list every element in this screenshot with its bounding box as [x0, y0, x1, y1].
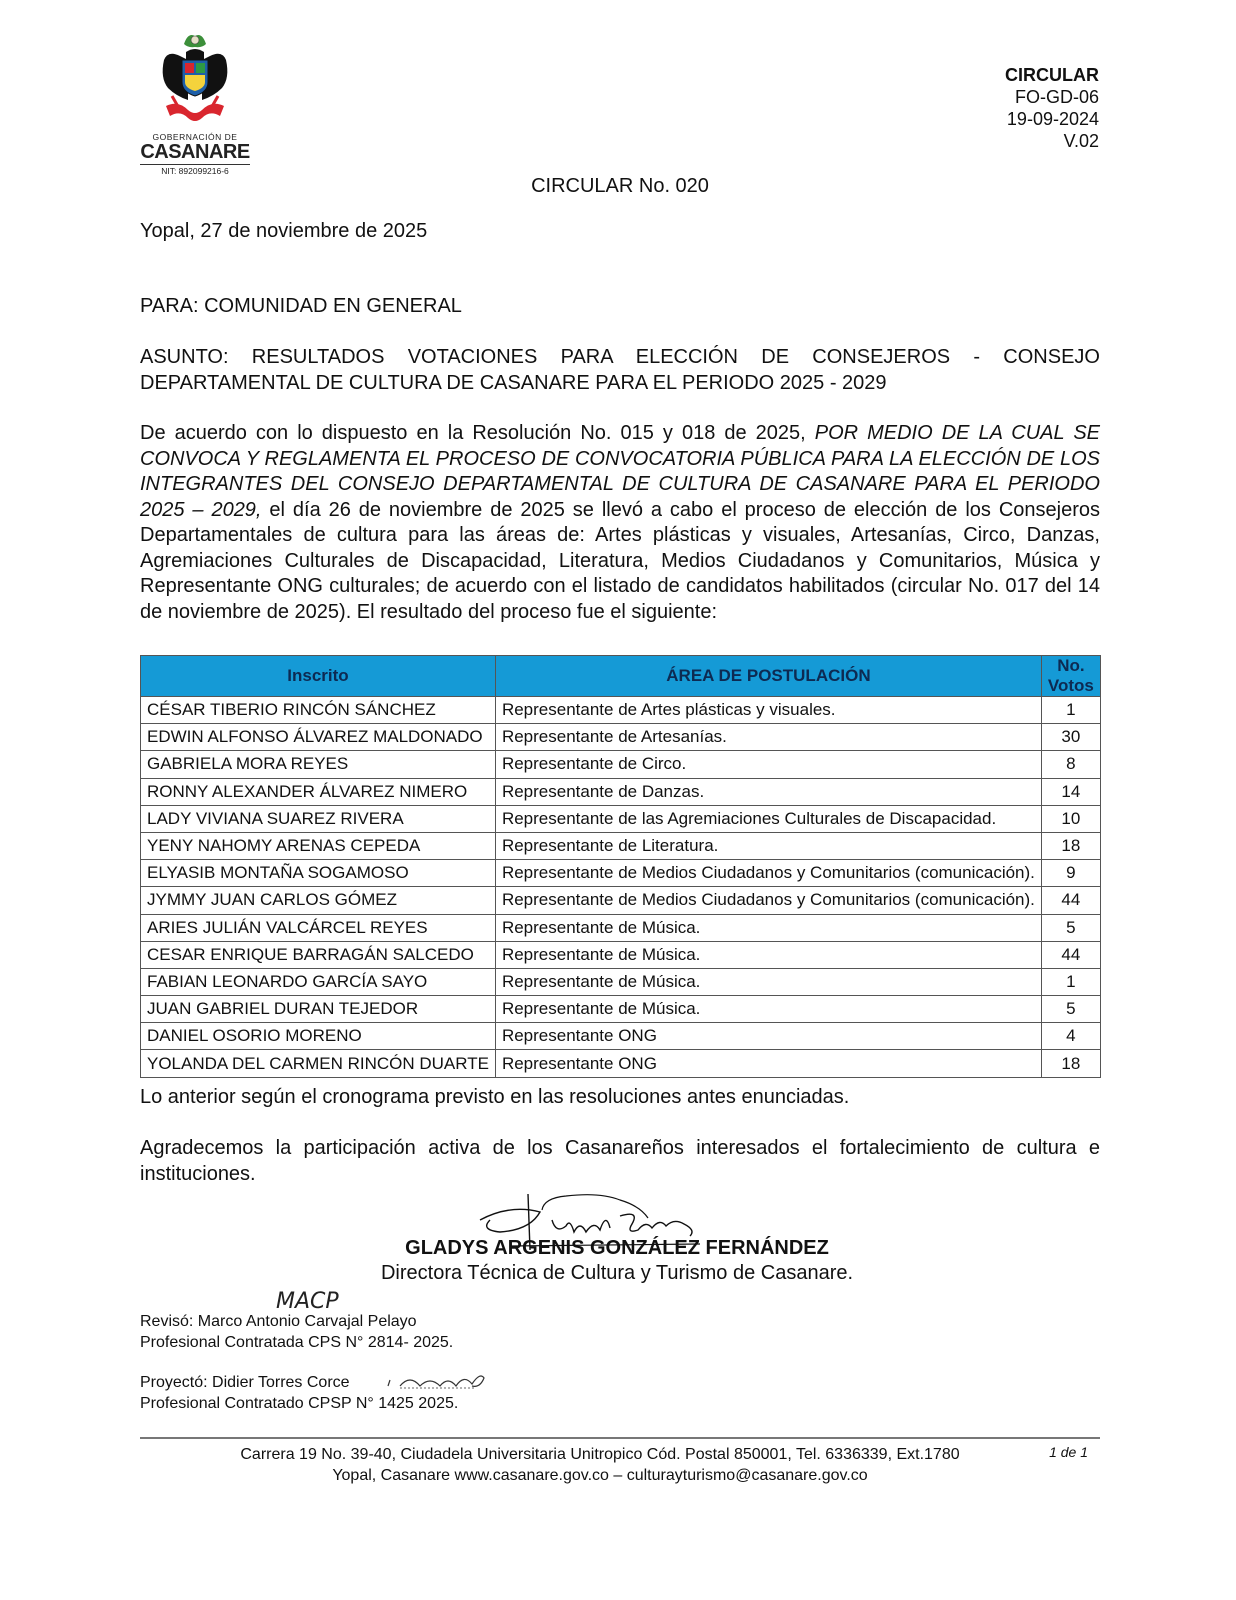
closing-thanks: Agradecemos la participación activa de los Casanareños interesados el fortalecimiento de cultura e instituciones.: [140, 1137, 1100, 1185]
form-date: 19-09-2024: [1006, 109, 1099, 129]
table-row: [141, 887, 1101, 914]
casanare-logo: [140, 30, 250, 180]
col-header-inscrito: Inscrito: [141, 656, 496, 697]
cell-area: Representante de Artes plásticas y visuales.: [495, 697, 1041, 724]
reviewed-by: [140, 1311, 453, 1353]
cell-name: JYMMY JUAN CARLOS GÓMEZ: [141, 887, 496, 914]
cell-name: ELYASIB MONTAÑA SOGAMOSO: [141, 860, 496, 887]
closing-schedule-note: Lo anterior según el cronograma previsto en las resoluciones antes enunciadas.: [140, 1086, 850, 1108]
table-row: [141, 778, 1101, 805]
cell-name: EDWIN ALFONSO ÁLVAREZ MALDONADO: [141, 724, 496, 751]
cell-area: Representante de Danzas.: [495, 778, 1041, 805]
cell-votes: 9: [1041, 860, 1100, 887]
table-row: [141, 697, 1101, 724]
cell-name: ARIES JULIÁN VALCÁRCEL REYES: [141, 914, 496, 941]
footer-line1: Carrera 19 No. 39-40, Ciudadela Universitaria Unitropico Cód. Postal 850001, Tel. 6336339, Ext.1780: [240, 1446, 960, 1463]
cell-name: RONNY ALEXANDER ÁLVAREZ NIMERO: [141, 778, 496, 805]
footer-line2: Yopal, Casanare www.casanare.gov.co – culturayturismo@casanare.gov.co: [332, 1467, 868, 1484]
table-row: [141, 832, 1101, 859]
cell-votes: 14: [1041, 778, 1100, 805]
cell-name: DANIEL OSORIO MORENO: [141, 1023, 496, 1050]
cell-area: Representante de Medios Ciudadanos y Comunitarios (comunicación).: [495, 887, 1041, 914]
cell-area: Representante de Literatura.: [495, 832, 1041, 859]
svg-text:MACP: MACP: [276, 1289, 339, 1314]
cell-votes: 8: [1041, 751, 1100, 778]
cell-votes: 44: [1041, 941, 1100, 968]
body-resolution-title: POR MEDIO DE LA CUAL SE CONVOCA Y REGLAMENTA EL PROCESO DE CONVOCATORIA PÚBLICA PARA LA ELECCIÓN DE LOS INTEGRANTES DEL CONSEJO DEPARTAMENTAL DE CULTURA DE CASANARE PARA EL PERIODO 2025 – 2029,: [140, 422, 1100, 521]
reviewer-initials-icon: [272, 1284, 362, 1314]
table-header-row: [141, 656, 1101, 697]
table-row: [141, 996, 1101, 1023]
cell-name: YOLANDA DEL CARMEN RINCÓN DUARTE: [141, 1050, 496, 1077]
cell-name: LADY VIVIANA SUAREZ RIVERA: [141, 805, 496, 832]
document-code-block: [1005, 64, 1099, 152]
cell-votes: 4: [1041, 1023, 1100, 1050]
org-line1: GOBERNACIÓN DE: [152, 132, 238, 142]
table-row: [141, 805, 1101, 832]
projected-by-name: Proyectó: Didier Torres Corce: [140, 1374, 350, 1391]
cell-name: CESAR ENRIQUE BARRAGÁN SALCEDO: [141, 941, 496, 968]
cell-votes: 18: [1041, 1050, 1100, 1077]
cell-area: Representante ONG: [495, 1023, 1041, 1050]
table-row: [141, 724, 1101, 751]
table-row: [141, 1023, 1101, 1050]
results-table: [140, 655, 1101, 1078]
signer-name: GLADYS ARGENIS GONZÁLEZ FERNÁNDEZ: [405, 1237, 829, 1259]
body-intro: De acuerdo con lo dispuesto en la Resolución No. 015 y 018 de 2025,: [140, 422, 815, 444]
cell-area: Representante de las Agremiaciones Culturales de Discapacidad.: [495, 805, 1041, 832]
table-row: [141, 941, 1101, 968]
recipient: PARA: COMUNIDAD EN GENERAL: [140, 295, 462, 317]
footer-divider: [140, 1437, 1100, 1439]
table-row: [141, 1050, 1101, 1077]
circular-title: CIRCULAR No. 020: [531, 175, 709, 197]
cell-votes: 10: [1041, 805, 1100, 832]
cell-area: Representante de Música.: [495, 941, 1041, 968]
cell-votes: 44: [1041, 887, 1100, 914]
cell-name: JUAN GABRIEL DURAN TEJEDOR: [141, 996, 496, 1023]
cell-area: Representante de Circo.: [495, 751, 1041, 778]
table-row: [141, 914, 1101, 941]
cell-area: Representante ONG: [495, 1050, 1041, 1077]
col-header-area: ÁREA DE POSTULACIÓN: [495, 656, 1041, 697]
cell-name: GABRIELA MORA REYES: [141, 751, 496, 778]
projector-signature-icon: [380, 1364, 490, 1394]
cell-name: CÉSAR TIBERIO RINCÓN SÁNCHEZ: [141, 697, 496, 724]
table-row: [141, 968, 1101, 995]
reviewed-by-name: Revisó: Marco Antonio Carvajal Pelayo: [140, 1313, 417, 1330]
cell-votes: 18: [1041, 832, 1100, 859]
projected-by-contract: Profesional Contratado CPSP N° 1425 2025.: [140, 1395, 459, 1412]
cell-area: Representante de Artesanías.: [495, 724, 1041, 751]
doc-type: CIRCULAR: [1005, 65, 1099, 85]
page-number: 1 de 1: [1049, 1444, 1088, 1460]
body-paragraph: [140, 421, 1100, 625]
cell-name: FABIAN LEONARDO GARCÍA SAYO: [141, 968, 496, 995]
cell-area: Representante de Música.: [495, 968, 1041, 995]
form-version: V.02: [1063, 131, 1099, 151]
cell-votes: 30: [1041, 724, 1100, 751]
cell-votes: 5: [1041, 996, 1100, 1023]
place-date: Yopal, 27 de noviembre de 2025: [140, 220, 428, 242]
cell-votes: 5: [1041, 914, 1100, 941]
form-code: FO-GD-06: [1014, 87, 1099, 107]
cell-area: Representante de Música.: [495, 914, 1041, 941]
body-rest: el día 26 de noviembre de 2025 se llevó a cabo el proceso de elección de los Consejeros Departamentales de cultura para las áreas de: Artes plásticas y visuales, Artesanías, Circo, Danzas, Agremiaciones Culturales de Discapacidad, Literatura, Medios Ciudadanos y Comunitarios, Música y Representante ONG culturales; de acuerdo con el listado de candidatos habilitados (circular No. 017 del 14 de noviembre de 2025). El resultado del proceso fue el siguiente:: [140, 498, 1100, 623]
cell-area: Representante de Música.: [495, 996, 1041, 1023]
org-nit: NIT: 892099216-6: [140, 164, 250, 176]
table-row: [141, 860, 1101, 887]
cell-votes: 1: [1041, 697, 1100, 724]
reviewed-by-contract: Profesional Contratada CPS N° 2814- 2025.: [140, 1334, 454, 1351]
subject: ASUNTO: RESULTADOS VOTACIONES PARA ELECCIÓN DE CONSEJEROS - CONSEJO DEPARTAMENTAL DE CULTURA DE CASANARE PARA EL PERIODO 2025 - 2029: [140, 346, 1100, 394]
cell-area: Representante de Medios Ciudadanos y Comunitarios (comunicación).: [495, 860, 1041, 887]
cell-name: YENY NAHOMY ARENAS CEPEDA: [141, 832, 496, 859]
signer-title: Directora Técnica de Cultura y Turismo de Casanare.: [380, 1262, 854, 1284]
table-row: [141, 751, 1101, 778]
coat-of-arms-icon: [158, 30, 232, 130]
col-header-votos: No. Votos: [1041, 656, 1100, 697]
footer-address: [140, 1444, 1100, 1486]
org-line2: CASANARE: [140, 141, 250, 163]
cell-votes: 1: [1041, 968, 1100, 995]
